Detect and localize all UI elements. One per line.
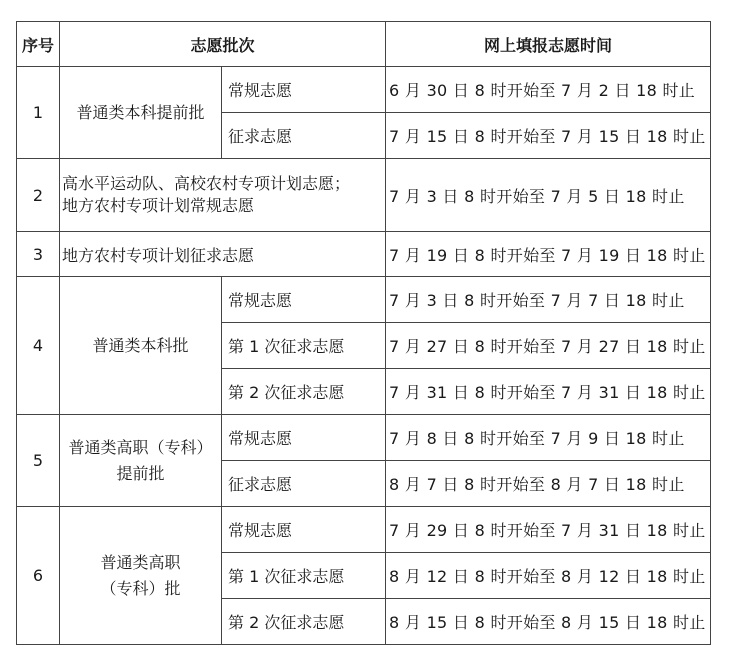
batch-name bbox=[60, 67, 222, 159]
table-row bbox=[17, 507, 711, 553]
row-number: 2 bbox=[17, 159, 60, 232]
sub-batch: 常规志愿 bbox=[222, 415, 386, 461]
sub-batch: 第 2 次征求志愿 bbox=[222, 369, 386, 415]
batch-name-line: 普通类高职（专科） bbox=[68, 437, 213, 457]
fill-time: 7 月 15 日 8 时开始至 7 月 15 日 18 时止 bbox=[386, 113, 711, 159]
batch-name-line: （专科）批 bbox=[100, 578, 181, 598]
table-row bbox=[17, 232, 711, 277]
row-number: 3 bbox=[17, 232, 60, 277]
fill-time: 7 月 19 日 8 时开始至 7 月 19 日 18 时止 bbox=[386, 232, 711, 277]
fill-time: 8 月 7 日 8 时开始至 8 月 7 日 18 时止 bbox=[386, 461, 711, 507]
table-row bbox=[17, 415, 711, 461]
sub-batch: 常规志愿 bbox=[222, 277, 386, 323]
table-row bbox=[17, 159, 711, 232]
batch-name bbox=[60, 277, 222, 415]
batch-name-line: 高水平运动队、高校农村专项计划志愿； bbox=[62, 174, 351, 193]
row-number: 6 bbox=[17, 507, 60, 645]
batch-name-line: 地方农村专项计划征求志愿 bbox=[62, 245, 255, 265]
header-batch: 志愿批次 bbox=[60, 22, 386, 67]
table-row bbox=[17, 277, 711, 323]
sub-batch: 第 1 次征求志愿 bbox=[222, 553, 386, 599]
sub-batch: 常规志愿 bbox=[222, 507, 386, 553]
batch-name-line: 普通类高职 bbox=[100, 552, 181, 572]
header-time: 网上填报志愿时间 bbox=[386, 22, 711, 67]
fill-time: 7 月 31 日 8 时开始至 7 月 31 日 18 时止 bbox=[386, 369, 711, 415]
sub-batch: 常规志愿 bbox=[222, 67, 386, 113]
row-number: 5 bbox=[17, 415, 60, 507]
batch-name bbox=[60, 159, 386, 232]
sub-batch: 第 1 次征求志愿 bbox=[222, 323, 386, 369]
sub-batch: 征求志愿 bbox=[222, 461, 386, 507]
batch-name-line: 普通类本科批 bbox=[92, 335, 189, 355]
fill-time: 7 月 3 日 8 时开始至 7 月 7 日 18 时止 bbox=[386, 277, 711, 323]
fill-time: 6 月 30 日 8 时开始至 7 月 2 日 18 时止 bbox=[386, 67, 711, 113]
row-number: 1 bbox=[17, 67, 60, 159]
batch-name bbox=[60, 507, 222, 645]
schedule-table bbox=[16, 21, 711, 645]
row-number: 4 bbox=[17, 277, 60, 415]
header-row bbox=[17, 22, 711, 67]
batch-name bbox=[60, 232, 386, 277]
schedule-body bbox=[17, 67, 711, 645]
sub-batch: 第 2 次征求志愿 bbox=[222, 599, 386, 645]
batch-name-line: 提前批 bbox=[116, 463, 165, 483]
header-no: 序号 bbox=[17, 22, 60, 67]
fill-time: 7 月 27 日 8 时开始至 7 月 27 日 18 时止 bbox=[386, 323, 711, 369]
sub-batch: 征求志愿 bbox=[222, 113, 386, 159]
fill-time: 7 月 8 日 8 时开始至 7 月 9 日 18 时止 bbox=[386, 415, 711, 461]
batch-name bbox=[60, 415, 222, 507]
table-row bbox=[17, 67, 711, 113]
batch-name-line: 地方农村专项计划常规志愿 bbox=[62, 196, 255, 215]
batch-name-line: 普通类本科提前批 bbox=[76, 102, 205, 122]
fill-time: 8 月 12 日 8 时开始至 8 月 12 日 18 时止 bbox=[386, 553, 711, 599]
fill-time: 8 月 15 日 8 时开始至 8 月 15 日 18 时止 bbox=[386, 599, 711, 645]
fill-time: 7 月 29 日 8 时开始至 7 月 31 日 18 时止 bbox=[386, 507, 711, 553]
fill-time: 7 月 3 日 8 时开始至 7 月 5 日 18 时止 bbox=[386, 159, 711, 232]
